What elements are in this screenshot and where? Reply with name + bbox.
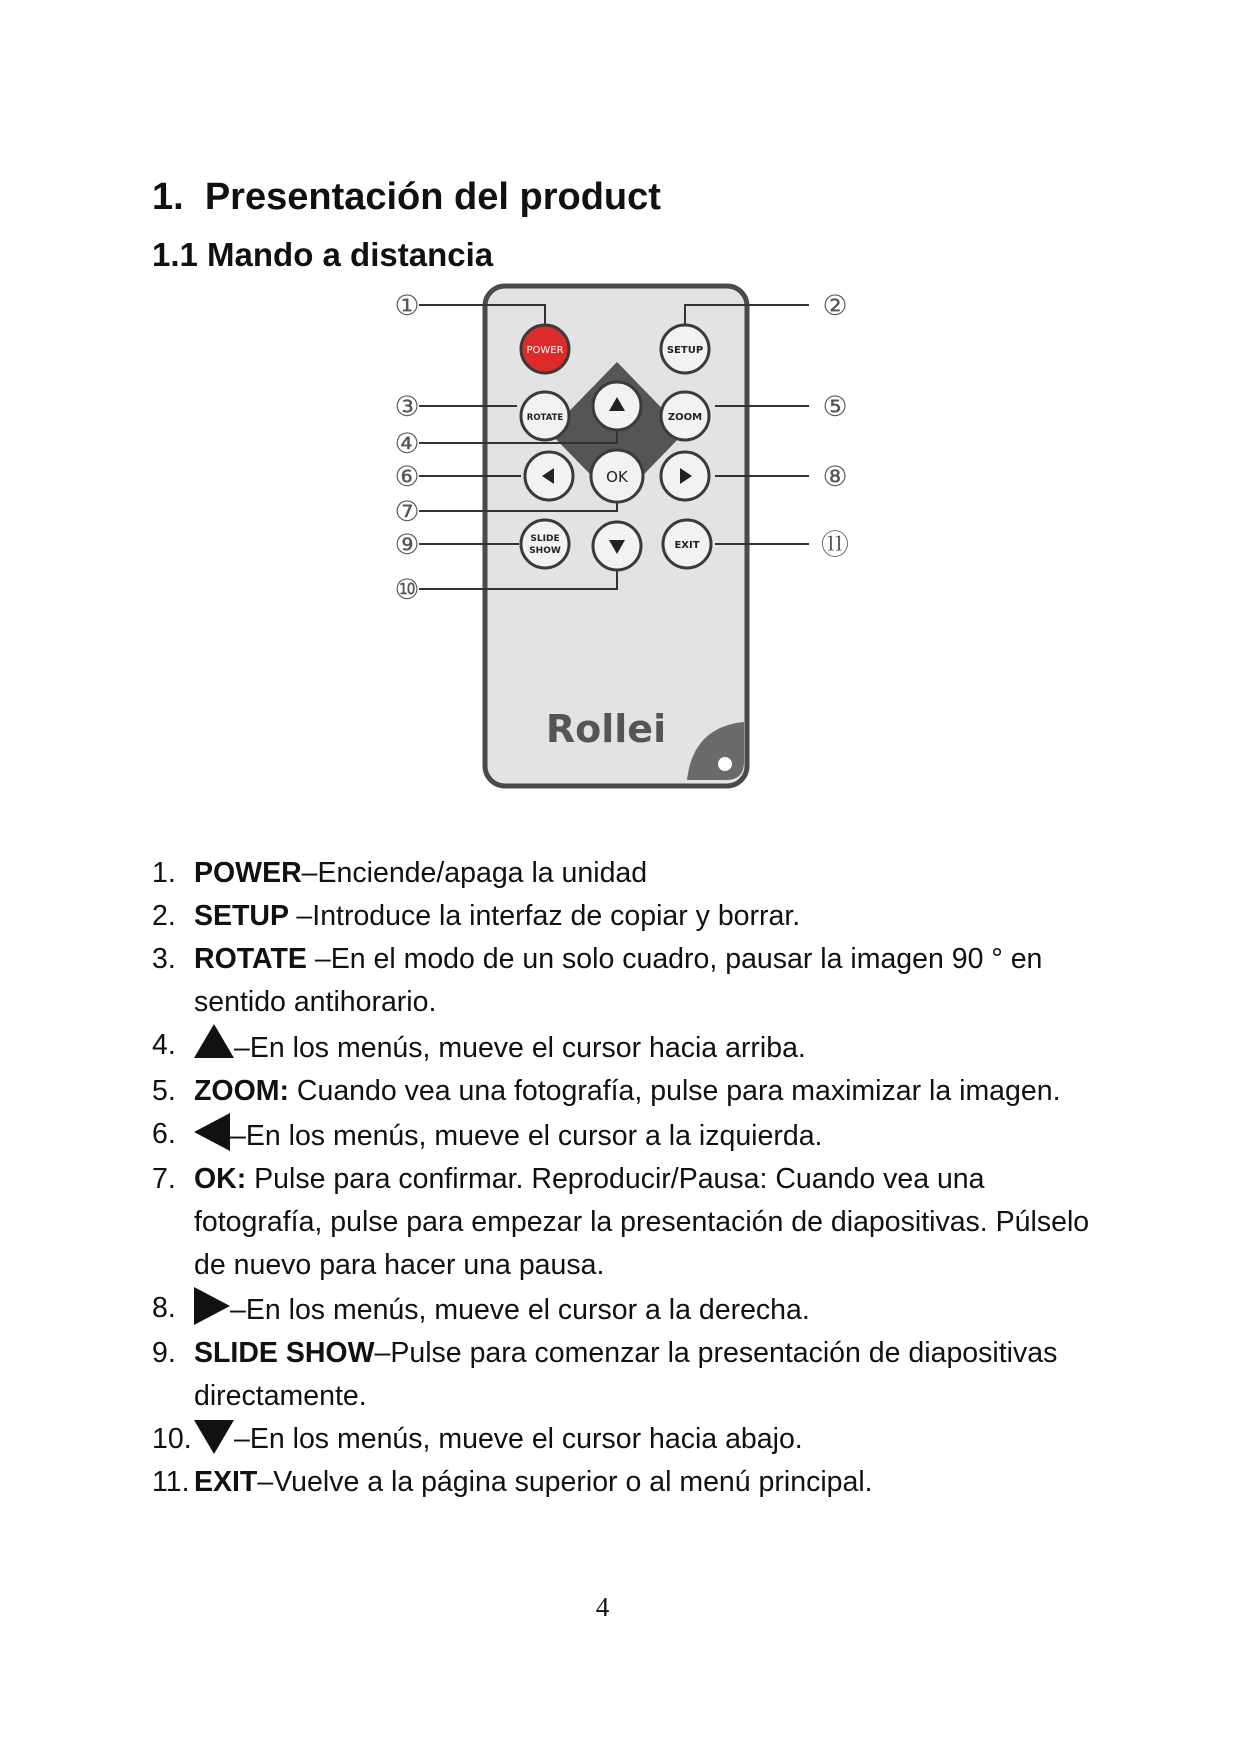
item-label: POWER <box>194 857 302 889</box>
list-item <box>152 852 1112 895</box>
callout-8: ⑧ <box>822 460 848 493</box>
callout-6: ⑥ <box>394 460 420 493</box>
item-label: ROTATE <box>194 943 315 975</box>
item-label: SLIDE SHOW <box>194 1337 375 1369</box>
list-item <box>152 1418 1112 1461</box>
down-button[interactable] <box>593 522 641 570</box>
remote-control-figure <box>385 282 865 802</box>
item-number: 4. <box>152 1029 176 1061</box>
item-label: OK: <box>194 1163 247 1195</box>
callout-1: ① <box>394 289 420 322</box>
brand-logo: Rollei <box>545 707 667 751</box>
item-number: 1. <box>152 857 176 889</box>
setup-button-label: SETUP <box>666 345 704 356</box>
item-text: –En el modo de un solo cuadro, pausar la imagen 90 ° en sentido antihorario. <box>194 943 1043 1018</box>
subsection-title: 1.1 Mando a distancia <box>152 236 494 273</box>
item-label: ZOOM: <box>194 1075 289 1107</box>
item-text: –En los menús, mueve el cursor a la izquierda. <box>230 1120 823 1152</box>
callout-11: ⑪ <box>820 528 850 561</box>
item-text: –En los menús, mueve el cursor hacia arriba. <box>234 1032 806 1064</box>
item-number: 2. <box>152 900 176 932</box>
zoom-button[interactable] <box>661 392 709 440</box>
exit-button[interactable] <box>663 520 711 568</box>
rotate-button[interactable] <box>521 392 569 440</box>
section-number: 1. <box>152 176 184 218</box>
setup-button[interactable] <box>661 325 709 373</box>
section-title <box>152 176 661 219</box>
sensor-dot <box>718 757 732 771</box>
arrow-left-icon <box>194 1113 230 1151</box>
item-text: –Enciende/apaga la unidad <box>301 857 648 889</box>
item-number: 10. <box>152 1423 192 1455</box>
list-item <box>152 1461 1112 1504</box>
arrow-down-icon <box>194 1420 234 1454</box>
right-button[interactable] <box>661 452 709 500</box>
list-item <box>152 1113 1112 1158</box>
callout-2: ② <box>822 289 848 322</box>
up-button[interactable] <box>593 382 641 430</box>
list-item <box>152 895 1112 938</box>
item-number: 8. <box>152 1292 176 1324</box>
item-number: 6. <box>152 1118 176 1150</box>
remote-control-diagram <box>385 282 865 802</box>
item-label: SETUP <box>194 900 297 932</box>
callout-3: ③ <box>394 390 420 423</box>
zoom-button-label: ZOOM <box>667 412 703 423</box>
page-number: 4 <box>595 1592 610 1622</box>
rotate-button-label: ROTATE <box>526 413 564 423</box>
slideshow-label-line1: SLIDE <box>530 534 560 544</box>
arrow-right-icon <box>194 1287 230 1325</box>
button-description-list <box>152 852 1112 1504</box>
slideshow-button[interactable] <box>521 520 569 568</box>
item-text: –Introduce la interfaz de copiar y borrar. <box>296 900 801 932</box>
exit-button-label: EXIT <box>674 540 700 551</box>
ok-button[interactable] <box>591 450 643 502</box>
callout-5: ⑤ <box>822 390 848 423</box>
item-text: Pulse para confirmar. Reproducir/Pausa: Cuando vea una fotografía, pulse para empezar la presentación de diapositivas. Púlselo de nuevo para hacer una pausa. <box>194 1163 1090 1281</box>
callout-7: ⑦ <box>394 495 420 528</box>
list-item <box>152 1158 1112 1287</box>
item-text: –En los menús, mueve el cursor a la derecha. <box>230 1294 810 1326</box>
list-item <box>152 1332 1112 1418</box>
item-text: –En los menús, mueve el cursor hacia abajo. <box>234 1423 803 1455</box>
arrow-up-icon <box>194 1024 234 1058</box>
callout-9: ⑨ <box>394 528 420 561</box>
left-button[interactable] <box>525 452 573 500</box>
item-number: 7. <box>152 1163 176 1195</box>
section-title-text: Presentación del product <box>204 176 661 218</box>
list-item <box>152 1024 1112 1070</box>
power-button-label: POWER <box>526 345 564 356</box>
ok-button-label: OK <box>606 468 628 486</box>
item-text: –Vuelve a la página superior o al menú principal. <box>257 1466 873 1498</box>
item-number: 3. <box>152 943 176 975</box>
item-text: Cuando vea una fotografía, pulse para maximizar la imagen. <box>288 1075 1061 1107</box>
list-item <box>152 1287 1112 1332</box>
item-number: 11. <box>152 1466 190 1498</box>
item-number: 5. <box>152 1075 176 1107</box>
callout-4: ④ <box>394 427 420 460</box>
list-item <box>152 1070 1112 1113</box>
power-button[interactable] <box>521 325 569 373</box>
list-item <box>152 938 1112 1024</box>
item-text: –Pulse para comenzar la presentación de diapositivas directamente. <box>194 1337 1058 1412</box>
callout-10: ⑩ <box>394 573 420 606</box>
item-label: EXIT <box>194 1466 258 1498</box>
item-number: 9. <box>152 1337 176 1369</box>
slideshow-label-line2: SHOW <box>529 546 561 556</box>
